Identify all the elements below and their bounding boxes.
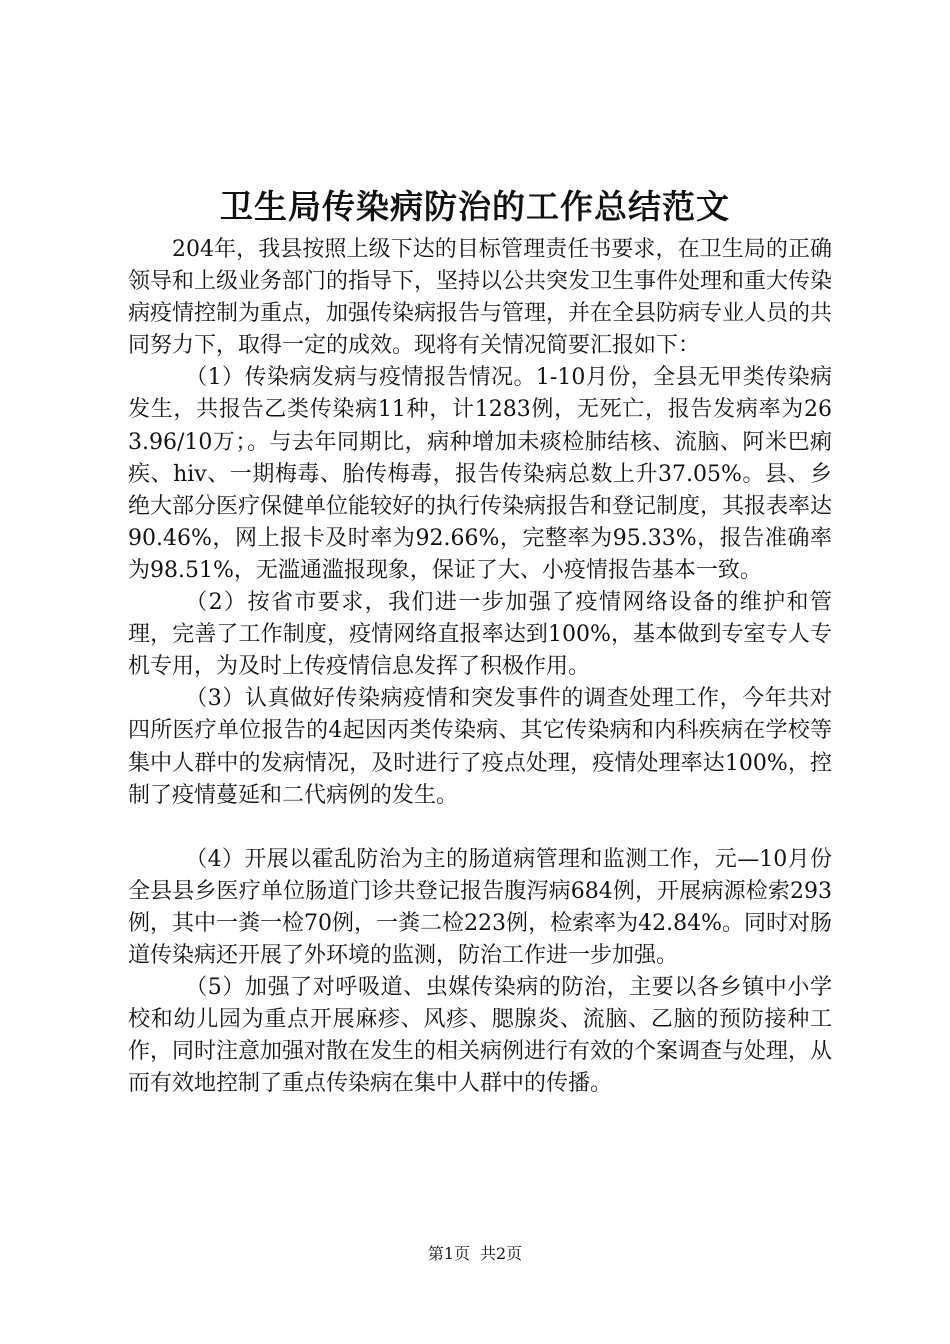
page-number-current: 第1页 bbox=[427, 1244, 470, 1263]
paragraph-1: （1）传染病发病与疫情报告情况。1-10月份，全县无甲类传染病发生，共报告乙类传染病11种，计1283例，无死亡，报告发病率为263.96/10万；。与去年同期比，病种增加未痰检肺结核、流脑、阿米巴痢疾、hiv、一期梅毒、胎传梅毒，报告传染病总数上升37.05%。县、乡绝大部分医疗保健单位能较好的执行传染病报告和登记制度，其报表率达90.46%，网上报卡及时率为92.66%，完整率为95.33%，报告准确率为98.51%，无滥通滥报现象，保证了大、小疫情报告基本一致。 bbox=[128, 365, 833, 583]
document-title: 卫生局传染病防治的工作总结范文 bbox=[220, 187, 730, 226]
paragraph-4: （4）开展以霍乱防治为主的肠道病管理和监测工作，元—10月份全县县乡医疗单位肠道门诊共登记报告腹泻病684例，开展病源检索293例，其中一粪一检70例，一粪二检223例，检索率为42.84%。同时对肠道传染病还开展了外环境的监测，防治工作进一步加强。 bbox=[128, 846, 832, 968]
page-footer bbox=[0, 1242, 950, 1266]
paragraph-3: （3）认真做好传染病疫情和突发事件的调查处理工作，今年共对四所医疗单位报告的4起因丙类传染病、其它传染病和内科疾病在学校等集中人群中的发病情况，及时进行了疫点处理，疫情处理率达100%，控制了疫情蔓延和二代病例的发生。 bbox=[128, 686, 832, 808]
paragraph-2: （2）按省市要求，我们进一步加强了疫情网络设备的维护和管理，完善了工作制度，疫情网络直报率达到100%，基本做到专室专人专机专用，为及时上传疫情信息发挥了积极作用。 bbox=[128, 590, 832, 680]
paragraph-5: （5）加强了对呼吸道、虫媒传染病的防治，主要以各乡镇中小学校和幼儿园为重点开展麻疹、风疹、腮腺炎、流脑、乙脑的预防接种工作，同时注意加强对散在发生的相关病例进行有效的个案调查与处理，从而有效地控制了重点传染病在集中人群中的传播。 bbox=[128, 975, 833, 1097]
page-number-total: 共2页 bbox=[480, 1244, 523, 1263]
document-body bbox=[128, 234, 832, 1100]
paragraph-gap bbox=[128, 812, 832, 844]
paragraph-intro: 204年，我县按照上级下达的目标管理责任书要求，在卫生局的正确领导和上级业务部门的指导下，坚持以公共突发卫生事件处理和重大传染病疫情控制为重点，加强传染病报告与管理，并在全县防病专业人员的共同努力下，取得一定的成效。现将有关情况简要汇报如下： bbox=[128, 237, 833, 359]
